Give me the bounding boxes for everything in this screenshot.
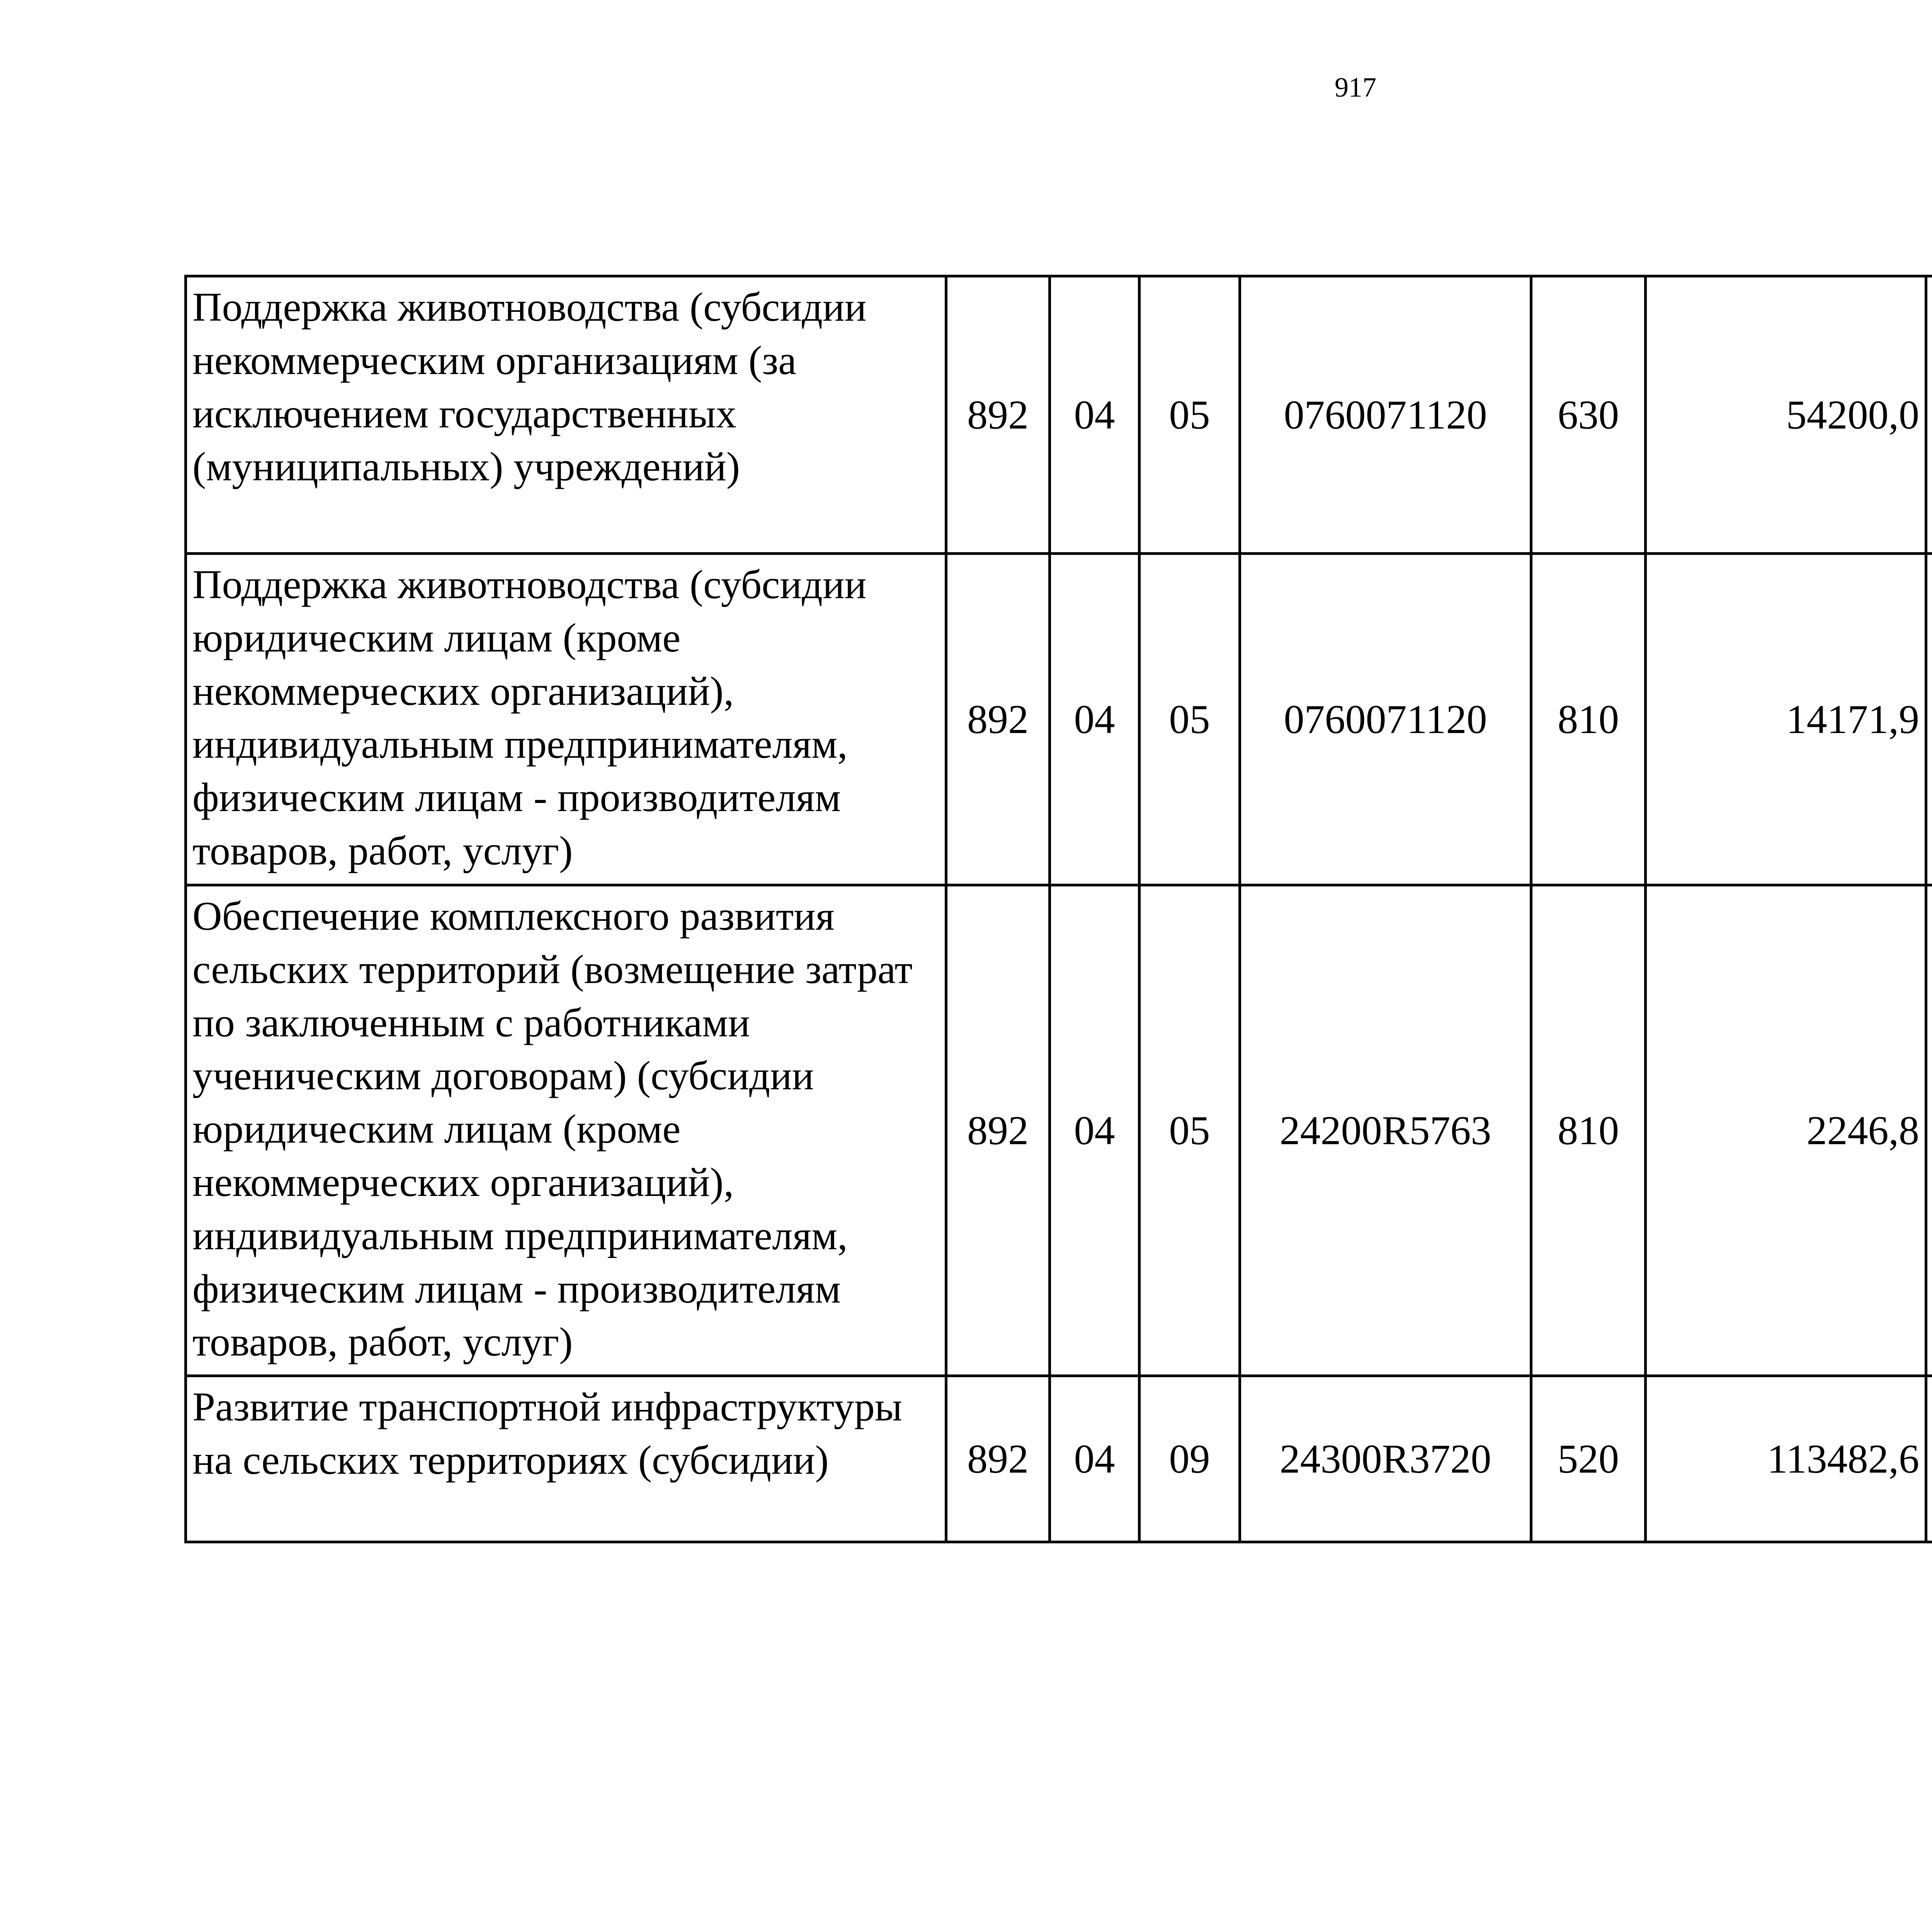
vid-raskhodov-code: 520 — [1531, 1376, 1646, 1542]
sum-2-value — [1926, 554, 1932, 885]
vid-raskhodov-code: 630 — [1531, 276, 1646, 554]
row-description: Поддержка животноводства (субсидии юридическим лицам (кроме некоммерческих организаций), индивидуальным предпринимателям, физическим лицам - производителям товаров, работ, услуг) — [186, 554, 946, 885]
grbs-code: 892 — [946, 1376, 1050, 1542]
row-description: Обеспечение комплексного развития сельских территорий (возмещение затрат по заключенным с работниками ученическим договорам) (субсидии юридическим лицам (кроме некоммерческих организаций), индивидуальным предпринимателям, физическим лицам - производителям товаров, работ, услуг) — [186, 885, 946, 1376]
sum-2-value — [1926, 885, 1932, 1376]
tselevaya-statya-code: 0760071120 — [1240, 276, 1531, 554]
sum-1-value: 2246,8 — [1646, 885, 1926, 1376]
tselevaya-statya-code: 24200R5763 — [1240, 885, 1531, 1376]
row-description: Развитие транспортной инфраструктуры на сельских территориях (субсидии) — [186, 1376, 946, 1542]
podrazdel-code: 05 — [1139, 276, 1240, 554]
sum-1-value: 113482,6 — [1646, 1376, 1926, 1542]
tselevaya-statya-code: 24300R3720 — [1240, 1376, 1531, 1542]
razdel-code: 04 — [1050, 554, 1139, 885]
table-row — [186, 554, 1932, 885]
grbs-code: 892 — [946, 554, 1050, 885]
grbs-code: 892 — [946, 276, 1050, 554]
vid-raskhodov-code: 810 — [1531, 554, 1646, 885]
vid-raskhodov-code: 810 — [1531, 885, 1646, 1376]
podrazdel-code: 05 — [1139, 554, 1240, 885]
grbs-code: 892 — [946, 885, 1050, 1376]
table-row — [186, 1376, 1932, 1542]
page-number: 917 — [1335, 72, 1376, 103]
row-description: Поддержка животноводства (субсидии некоммерческим организациям (за исключением государственных (муниципальных) учреждений) — [186, 276, 946, 554]
table-row — [186, 885, 1932, 1376]
tselevaya-statya-code: 0760071120 — [1240, 554, 1531, 885]
sum-2-value — [1926, 1376, 1932, 1542]
podrazdel-code: 09 — [1139, 1376, 1240, 1542]
sum-2-value — [1926, 276, 1932, 554]
table-row — [186, 276, 1932, 554]
razdel-code: 04 — [1050, 1376, 1139, 1542]
razdel-code: 04 — [1050, 885, 1139, 1376]
podrazdel-code: 05 — [1139, 885, 1240, 1376]
sum-1-value: 14171,9 — [1646, 554, 1926, 885]
sum-1-value: 54200,0 — [1646, 276, 1926, 554]
budget-table — [184, 275, 1932, 1543]
razdel-code: 04 — [1050, 276, 1139, 554]
